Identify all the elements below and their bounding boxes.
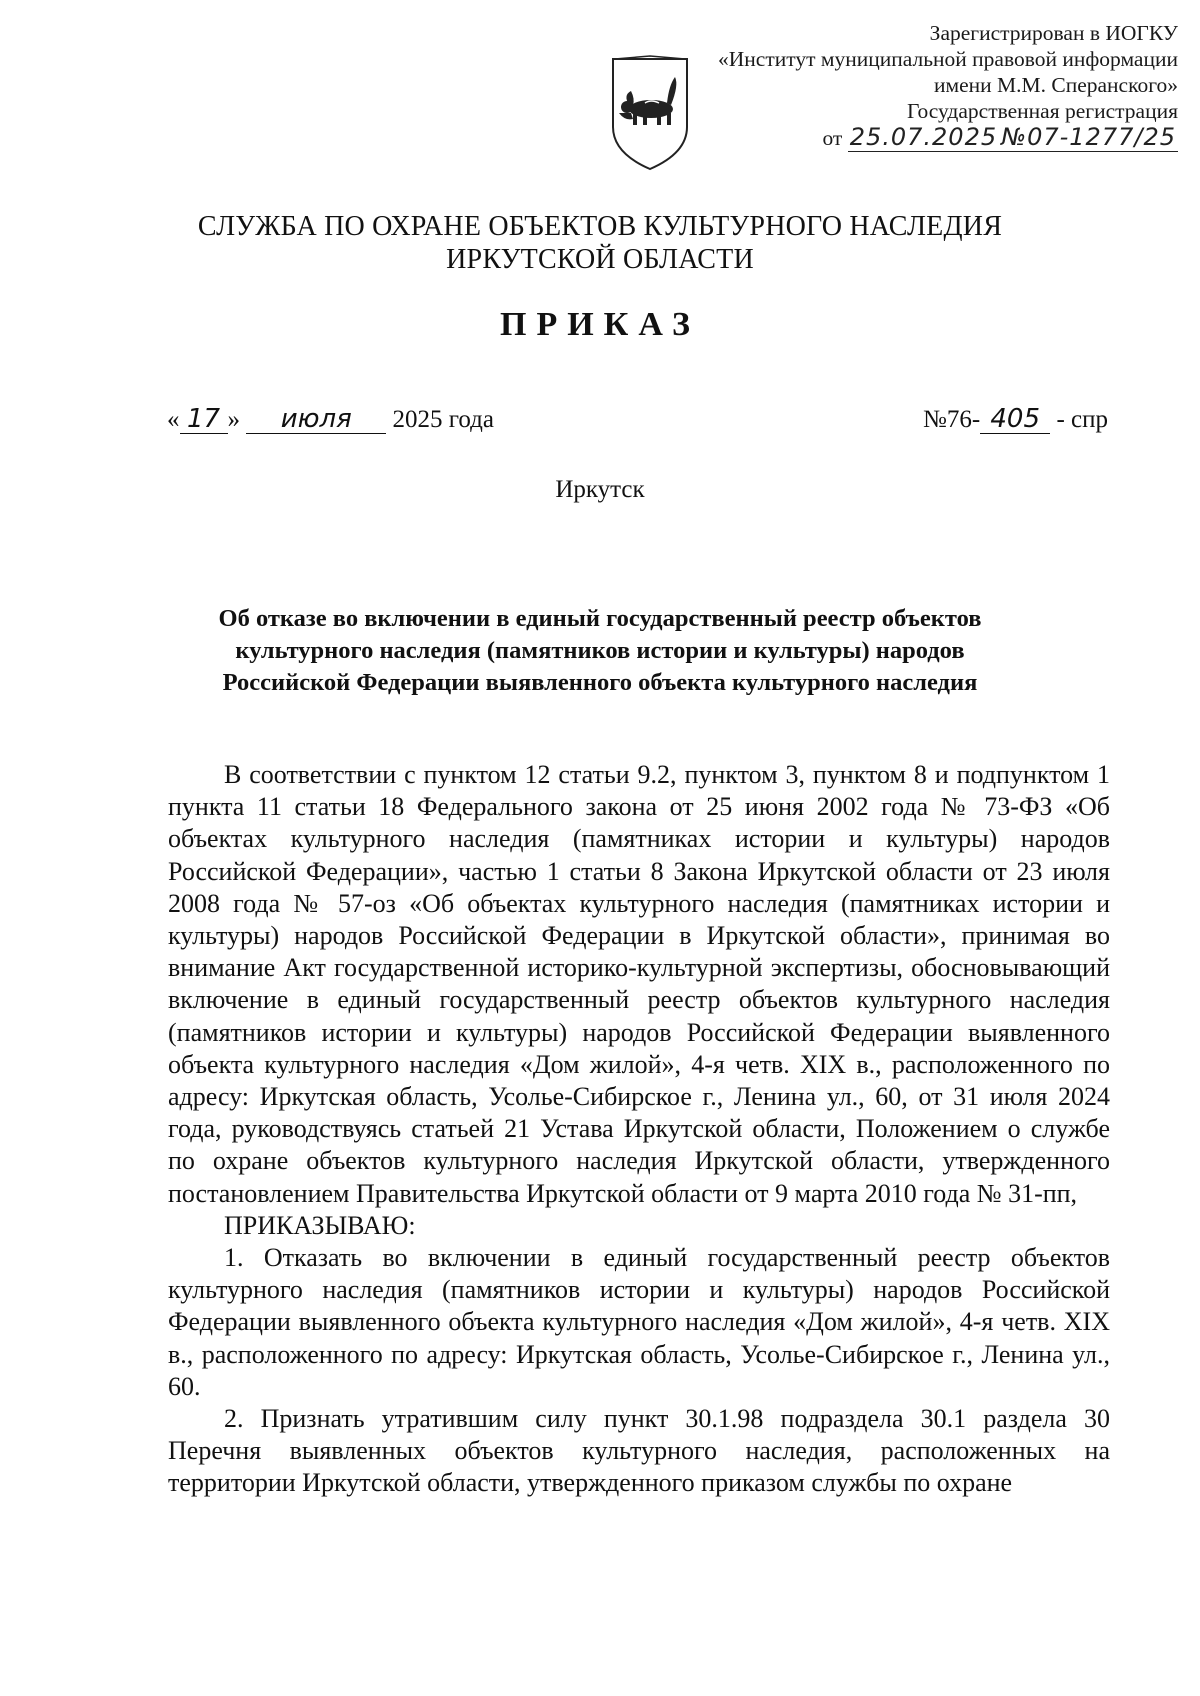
order-number-value: 405 bbox=[980, 405, 1050, 434]
registration-from-label: от bbox=[822, 126, 843, 150]
order-number-prefix: №76- bbox=[923, 406, 981, 433]
date-close-quote: » bbox=[227, 406, 240, 433]
subject-line-1: Об отказе во включении в единый государственный реестр объектов bbox=[218, 605, 982, 632]
subject-line-2: культурного наследия (памятников истории и культуры) народов bbox=[235, 637, 965, 664]
command-paragraph: ПРИКАЗЫВАЮ: bbox=[224, 1210, 416, 1240]
agency-name-line-1: СЛУЖБА ПО ОХРАНЕ ОБЪЕКТОВ КУЛЬТУРНОГО НАСЛЕДИЯ bbox=[197, 211, 1003, 242]
order-number-suffix: - спр bbox=[1056, 406, 1108, 433]
agency-name bbox=[0, 210, 1200, 276]
order-number bbox=[923, 405, 1108, 434]
registration-line-2: «Институт муниципальной правовой информации bbox=[718, 47, 1178, 71]
registration-line-5 bbox=[658, 124, 1178, 151]
date-month: июля bbox=[246, 405, 386, 434]
registration-number: №07-1277/25 bbox=[1001, 123, 1176, 151]
item-2-paragraph: 2. Признать утратившим силу пункт 30.1.98 подраздела 30.1 раздела 30 Перечня выявленных объектов культурного наследия, расположенных на территории Иркутской области, утвержденного приказом службы по охране bbox=[168, 1404, 1110, 1498]
item-1-paragraph: 1. Отказать во включении в единый государственный реестр объектов культурного наследия (памятников истории и культуры) народов Российской Федерации выявленного объекта культурного наследия «Дом жилой», 4-я четв. XIX в., расположенного по адресу: Иркутская область, Усолье-Сибирское г., Ленина ул., 60. bbox=[168, 1243, 1110, 1401]
order-body bbox=[168, 759, 1110, 1500]
document-type-title: ПРИКАЗ bbox=[500, 306, 700, 343]
irkutsk-coat-of-arms-icon bbox=[605, 55, 695, 173]
subject-line-3: Российской Федерации выявленного объекта культурного наследия bbox=[222, 669, 978, 696]
date-open-quote: « bbox=[167, 406, 180, 433]
registration-line-1: Зарегистрирован в ИОГКУ bbox=[929, 21, 1178, 45]
registration-line-3: имени М.М. Сперанского» bbox=[933, 73, 1178, 97]
date-year: 2025 года bbox=[392, 406, 494, 433]
agency-name-line-2: ИРКУТСКОЙ ОБЛАСТИ bbox=[446, 244, 754, 275]
order-date bbox=[167, 405, 494, 434]
date-day: 17 bbox=[180, 405, 228, 434]
city-name: Иркутск bbox=[555, 476, 645, 503]
registration-line-4: Государственная регистрация bbox=[906, 99, 1178, 123]
registration-stamp bbox=[658, 20, 1178, 151]
registration-date: 25.07.2025 bbox=[849, 123, 998, 151]
preamble-paragraph: В соответствии с пунктом 12 статьи 9.2, пунктом 3, пунктом 8 и подпунктом 1 пункта 11 статьи 18 Федерального закона от 25 июня 2002 года № 73-ФЗ «Об объектах культурного наследия (памятниках истории и культуры) народов Российской Федерации», частью 1 статьи 8 Закона Иркутской области от 23 июля 2008 года № 57-оз «Об объектах культурного наследия (памятниках истории и культуры) народов Российской Федерации в Иркутской области», принимая во внимание Акт государственной историко-культурной экспертизы, обосновывающий включение в единый государственный реестр объектов культурного наследия (памятников истории и культуры) народов Российской Федерации выявленного объекта культурного наследия «Дом жилой», 4-я четв. XIX в., расположенного по адресу: Иркутская область, Усолье-Сибирское г., Ленина ул., 60, от 31 июля 2024 года, руководствуясь статьей 21 Устава Иркутской области, Положением о службе по охране объектов культурного наследия Иркутской области, утвержденного постановлением Правительства Иркутской области от 9 марта 2010 года № 31-пп, bbox=[168, 760, 1110, 1208]
order-subject bbox=[140, 603, 1060, 699]
